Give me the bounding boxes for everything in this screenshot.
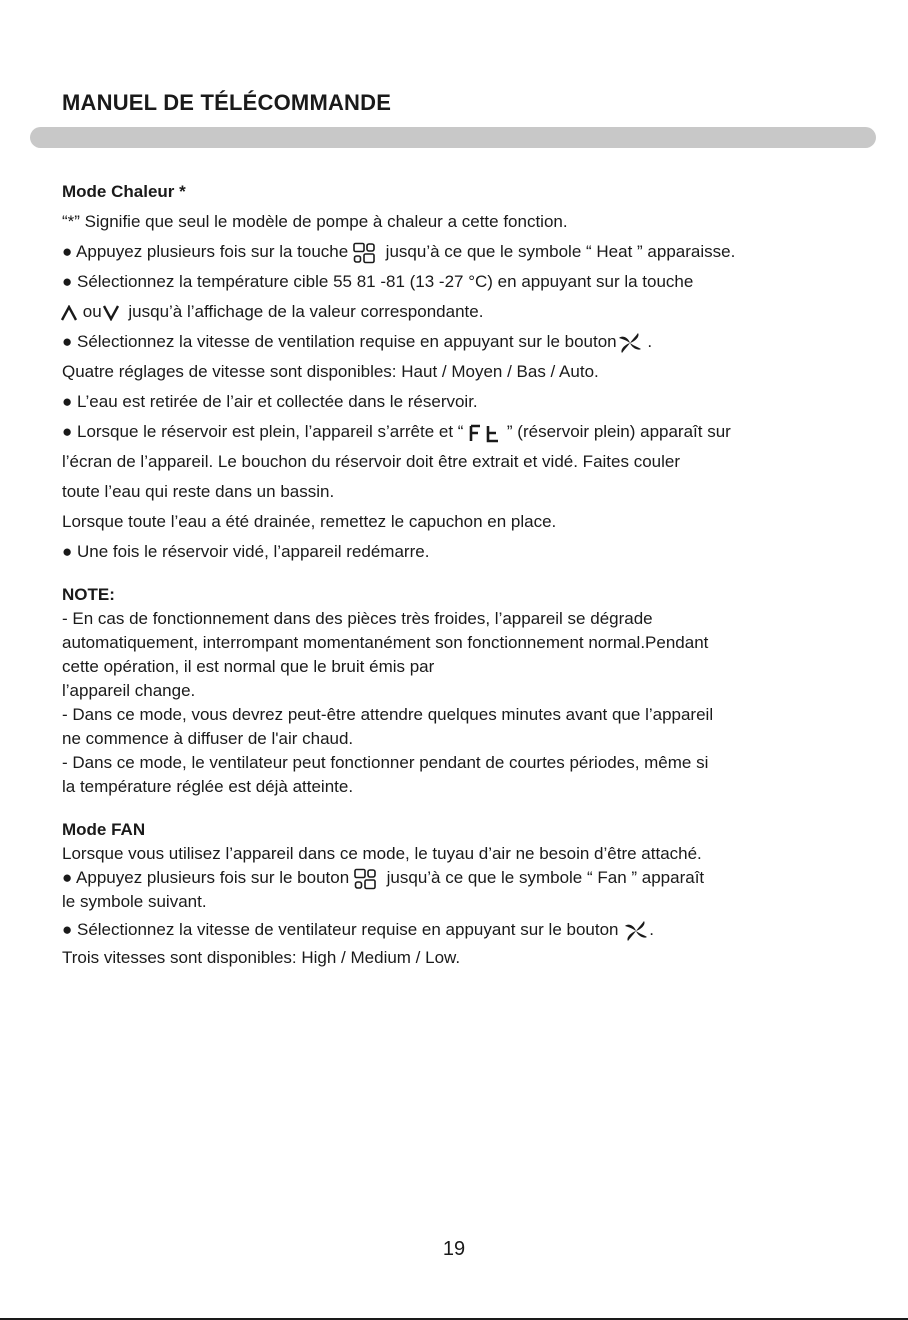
heat-bullet-mode bbox=[62, 237, 882, 267]
mode-button-icon bbox=[354, 868, 376, 890]
heat-speeds: Quatre réglages de vitesse sont disponibles: Haut / Moyen / Bas / Auto. bbox=[62, 362, 599, 381]
fan-intro: Lorsque vous utilisez l’appareil dans ce mode, le tuyau d’air ne besoin d’être attaché. bbox=[62, 844, 702, 863]
fan-mode-section bbox=[62, 818, 882, 970]
heat-bullet-temp-cont bbox=[62, 297, 882, 327]
down-arrow-icon bbox=[102, 305, 120, 321]
heat-full-line2: l’écran de l’appareil. Le bouchon du réservoir doit être extrait et vidé. Faites couler bbox=[62, 452, 681, 471]
note-line: - Dans ce mode, vous devrez peut-être attendre quelques minutes avant que l’appareil bbox=[62, 705, 714, 724]
fan-speeds: Trois vitesses sont disponibles: High / Medium / Low. bbox=[62, 948, 461, 967]
heat-bullet-speed-end: . bbox=[647, 332, 653, 351]
heat-bullet-full-text-end: ” (réservoir plein) apparaît sur bbox=[506, 422, 731, 441]
heat-mode-section bbox=[62, 177, 882, 567]
heat-bullet-speed bbox=[62, 327, 882, 357]
fan-bullet-mode-text-end: jusqu’à ce que le symbole “ Fan ” apparaît bbox=[386, 868, 705, 887]
mode-button-icon bbox=[353, 242, 375, 264]
page-number: 19 bbox=[442, 1238, 466, 1260]
fan-icon bbox=[617, 332, 643, 354]
fan-mode-heading: Mode FAN bbox=[62, 820, 146, 839]
heat-note: “*” Signifie que seul le modèle de pompe à chaleur a cette fonction. bbox=[62, 212, 568, 231]
heat-bullet-temp: ● Sélectionnez la température cible 55 81 -81 (13 -27 °C) en appuyant sur la touche bbox=[62, 272, 694, 291]
fan-bullet-mode bbox=[62, 866, 882, 890]
page-title: MANUEL DE TÉLÉCOMMANDE bbox=[62, 90, 392, 115]
title-divider-bar bbox=[30, 127, 876, 148]
heat-mode-heading: Mode Chaleur * bbox=[62, 182, 186, 201]
heat-drain: Lorsque toute l’eau a été drainée, remettez le capuchon en place. bbox=[62, 512, 557, 531]
heat-bullet-temp-cont-text: jusqu’à l’affichage de la valeur correspondante. bbox=[128, 302, 484, 321]
note-line: ne commence à diffuser de l'air chaud. bbox=[62, 729, 354, 748]
heat-bullet-water: ● L’eau est retirée de l’air et collectée dans le réservoir. bbox=[62, 392, 478, 411]
fan-bullet-mode-text: ● Appuyez plusieurs fois sur le bouton bbox=[62, 868, 350, 887]
fan-icon bbox=[623, 920, 649, 942]
fan-bullet-speed bbox=[62, 914, 882, 946]
note-line: automatiquement, interrompant momentanément son fonctionnement normal.Pendant bbox=[62, 633, 709, 652]
note-line: - En cas de fonctionnement dans des pièces très froides, l’appareil se dégrade bbox=[62, 609, 653, 628]
heat-full-line3: toute l’eau qui reste dans un bassin. bbox=[62, 482, 335, 501]
or-text: ou bbox=[82, 302, 102, 321]
heat-bullet-restart: ● Une fois le réservoir vidé, l’appareil redémarre. bbox=[62, 542, 430, 561]
heat-bullet-mode-text-end: jusqu’à ce que le symbole “ Heat ” apparaisse. bbox=[385, 242, 736, 261]
note-heading: NOTE: bbox=[62, 585, 115, 604]
up-arrow-icon bbox=[60, 305, 78, 321]
note-line: l’appareil change. bbox=[62, 681, 196, 700]
heat-bullet-full bbox=[62, 417, 882, 447]
heat-bullet-speed-text: ● Sélectionnez la vitesse de ventilation requise en appuyant sur le bouton bbox=[62, 332, 617, 351]
heat-bullet-mode-text: ● Appuyez plusieurs fois sur la touche bbox=[62, 242, 349, 261]
heat-bullet-full-text: ● Lorsque le réservoir est plein, l’appareil s’arrête et “ bbox=[62, 422, 464, 441]
fan-bullet-speed-end: . bbox=[649, 920, 654, 939]
note-line: la température réglée est déjà atteinte. bbox=[62, 777, 354, 796]
fan-bullet-speed-text: ● Sélectionnez la vitesse de ventilateur requise en appuyant sur le bouton bbox=[62, 920, 619, 939]
fan-bullet-mode-line2: le symbole suivant. bbox=[62, 892, 207, 911]
note-line: cette opération, il est normal que le bruit émis par bbox=[62, 657, 435, 676]
full-tank-ft-display-icon bbox=[468, 423, 502, 443]
note-line: - Dans ce mode, le ventilateur peut fonctionner pendant de courtes périodes, même si bbox=[62, 753, 709, 772]
note-section bbox=[62, 583, 882, 799]
